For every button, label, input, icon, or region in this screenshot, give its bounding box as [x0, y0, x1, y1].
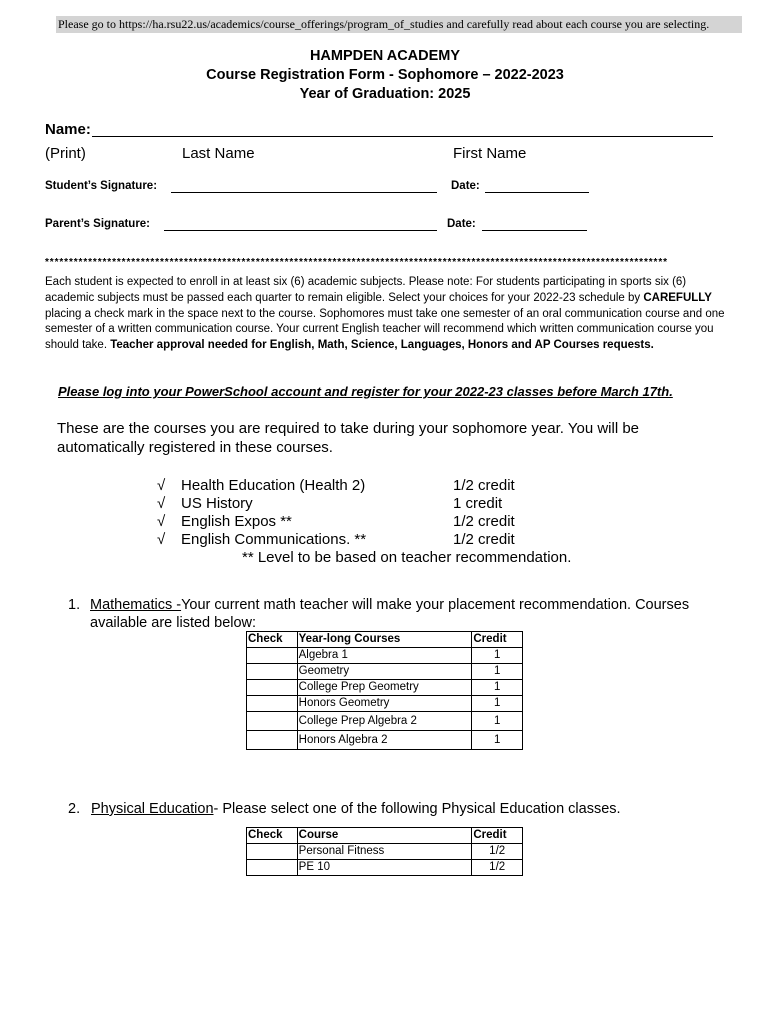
school-name: HAMPDEN ACADEMY [309, 48, 461, 64]
powerschool-login-note: Please log into your PowerSchool account and register for your 2022-23 classes before March 17th. [58, 384, 673, 399]
course-cell: PE 10 [297, 860, 472, 876]
required-check-1: √ [157, 477, 166, 494]
math-section-text [90, 596, 730, 632]
intro-bold-note: Teacher approval needed for English, Math, Science, Languages, Honors and AP Courses requests. [110, 339, 654, 352]
check-header: Check [247, 632, 298, 648]
required-course-1: Health Education (Health 2) [181, 477, 366, 494]
parent-signature-label: Parent’s Signature: [45, 218, 151, 230]
check-cell[interactable] [247, 696, 298, 712]
print-label: (Print) [45, 145, 86, 162]
parent-date-line[interactable] [482, 230, 587, 231]
check-cell[interactable] [247, 680, 298, 696]
pe-course-table [246, 827, 523, 876]
required-footnote: ** Level to be based on teacher recommendation. [242, 549, 572, 566]
course-cell: Honors Geometry [297, 696, 472, 712]
credit-cell: 1 [472, 731, 523, 750]
credit-cell: 1/2 [472, 844, 523, 860]
course-cell: Geometry [297, 664, 472, 680]
check-cell[interactable] [247, 844, 298, 860]
check-cell[interactable] [247, 731, 298, 750]
student-signature-label: Student’s Signature: [45, 180, 158, 192]
credit-cell: 1 [472, 680, 523, 696]
parent-date-label: Date: [447, 218, 476, 230]
course-header: Course [297, 828, 472, 844]
table-row [247, 731, 523, 750]
intro-paragraph [45, 275, 730, 354]
graduation-year: Year of Graduation: 2025 [299, 86, 471, 102]
table-row [247, 712, 523, 731]
table-row [247, 664, 523, 680]
credit-cell: 1/2 [472, 860, 523, 876]
check-cell[interactable] [247, 648, 298, 664]
check-header: Check [247, 828, 298, 844]
course-header: Year-long Courses [297, 632, 472, 648]
parent-signature-line[interactable] [164, 230, 437, 231]
required-credit-4: 1/2 credit [453, 531, 515, 548]
credit-cell: 1 [472, 648, 523, 664]
credit-cell: 1 [472, 696, 523, 712]
course-cell: Personal Fitness [297, 844, 472, 860]
table-row [247, 860, 523, 876]
required-course-3: English Expos ** [181, 513, 292, 530]
credit-header: Credit [472, 828, 523, 844]
required-course-2: US History [181, 495, 253, 512]
check-cell[interactable] [247, 712, 298, 731]
required-credit-1: 1/2 credit [453, 477, 515, 494]
form-title: Course Registration Form - Sophomore – 2022-2023 [206, 67, 564, 83]
first-name-label: First Name [453, 145, 527, 162]
student-signature-line[interactable] [171, 192, 437, 193]
required-check-2: √ [157, 495, 166, 512]
name-label: Name: [45, 121, 91, 138]
required-check-3: √ [157, 513, 166, 530]
credit-cell: 1 [472, 664, 523, 680]
table-row [247, 648, 523, 664]
pe-description: - Please select one of the following Physical Education classes. [213, 801, 621, 817]
required-credit-2: 1 credit [453, 495, 503, 512]
table-header-row [247, 828, 523, 844]
course-cell: College Prep Geometry [297, 680, 472, 696]
required-courses-intro: These are the courses you are required to take during your sophomore year. You will be automatically registered in these courses. [57, 420, 640, 456]
student-date-line[interactable] [485, 192, 589, 193]
table-row [247, 844, 523, 860]
math-title: Mathematics - [90, 597, 182, 613]
separator-stars: ********************************************************************************************************************************** [45, 257, 668, 268]
table-header-row [247, 632, 523, 648]
required-check-4: √ [157, 531, 166, 548]
intro-text-2: placing a check mark in the space next to the course. Sophomores must take one semester of an oral communication course and one semester of a written communication course. Your current English teacher will recommend which written communication course you should take. [45, 307, 725, 352]
intro-text-1: Each student is expected to enroll in at least six (6) academic subjects. Please note: For students participating in sports six (6) academic subjects must be passed each quarter to remain eligible. Select your choices for your 2022-23 schedule by [45, 276, 687, 304]
course-cell: Honors Algebra 2 [297, 731, 472, 750]
required-credit-3: 1/2 credit [453, 513, 515, 530]
math-number: 1. [68, 597, 81, 613]
table-row [247, 680, 523, 696]
pe-title: Physical Education [91, 801, 214, 817]
student-date-label: Date: [451, 180, 480, 192]
math-description: Your current math teacher will make your placement recommendation. Courses available are listed below: [90, 597, 690, 631]
course-cell: Algebra 1 [297, 648, 472, 664]
required-course-4: English Communications. ** [181, 531, 367, 548]
name-field-line[interactable] [92, 136, 713, 137]
check-cell[interactable] [247, 860, 298, 876]
top-instruction-note: Please go to https://ha.rsu22.us/academics/course_offerings/program_of_studies and carefully read about each course you are selecting. [56, 16, 742, 33]
table-row [247, 696, 523, 712]
math-course-table [246, 631, 523, 750]
last-name-label: Last Name [182, 145, 255, 162]
course-cell: College Prep Algebra 2 [297, 712, 472, 731]
credit-cell: 1 [472, 712, 523, 731]
pe-section-text [91, 800, 731, 818]
check-cell[interactable] [247, 664, 298, 680]
credit-header: Credit [472, 632, 523, 648]
intro-carefully: CAREFULLY [643, 291, 712, 304]
pe-number: 2. [68, 801, 81, 817]
